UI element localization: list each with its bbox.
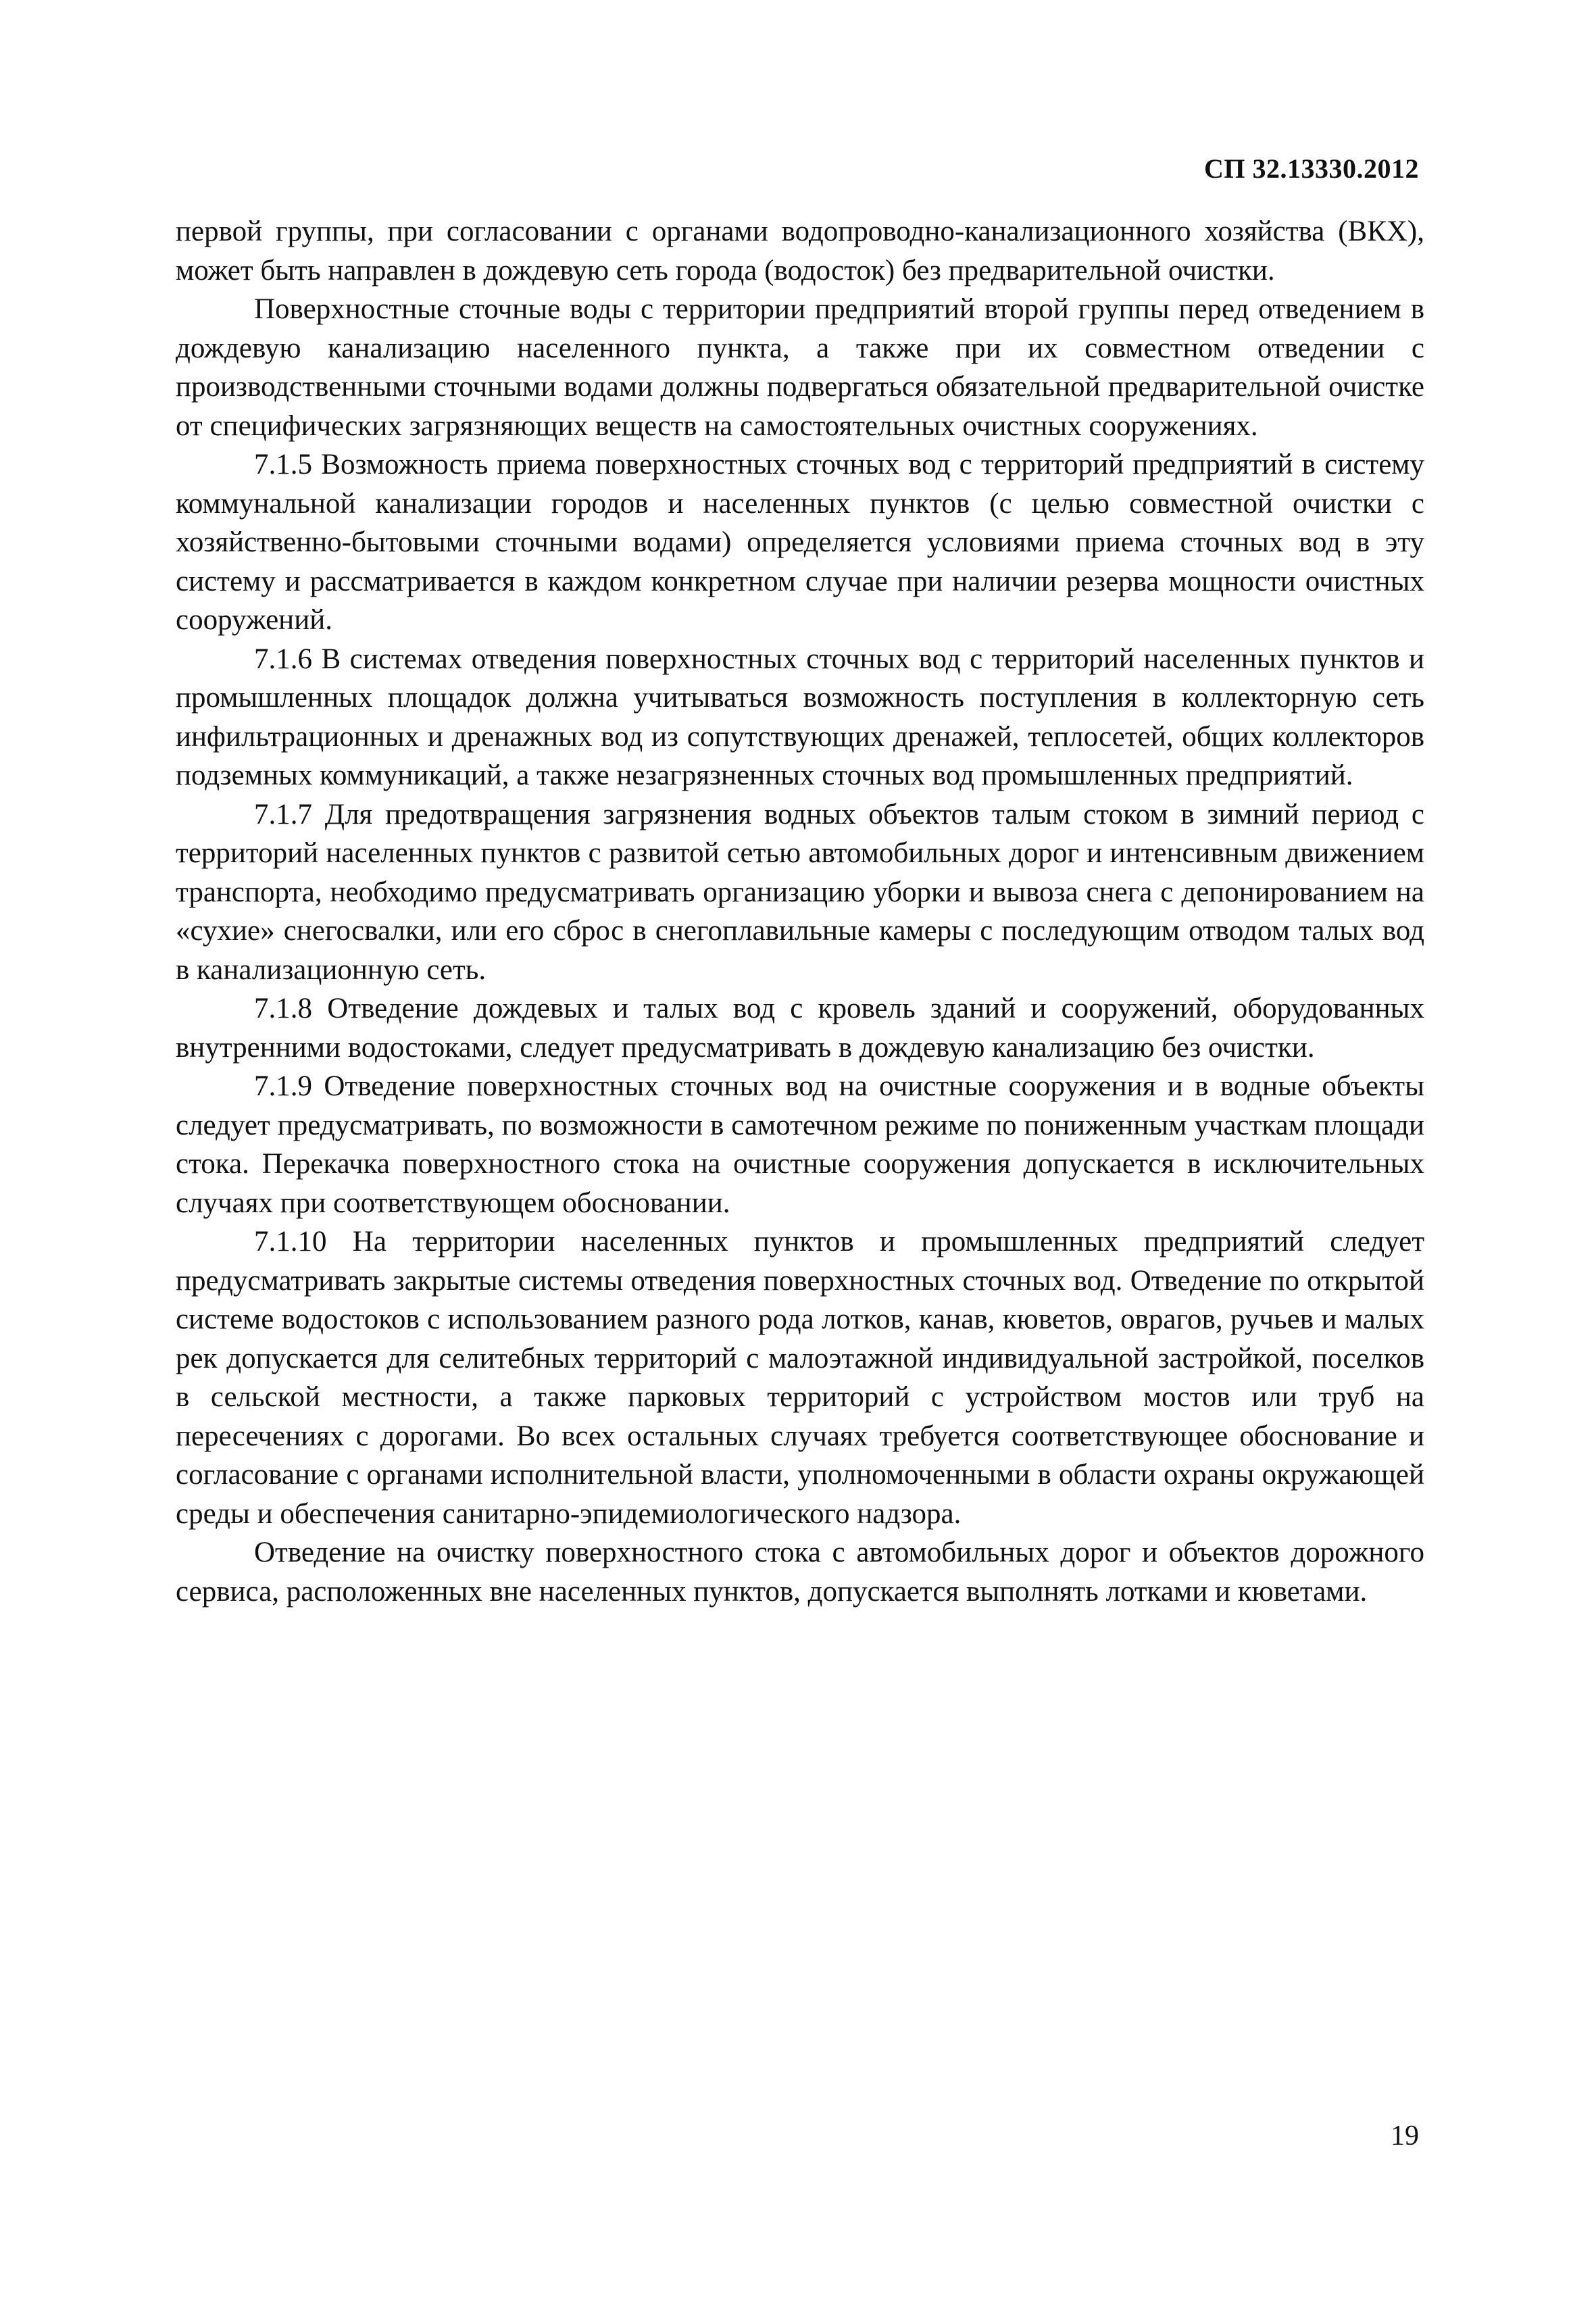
- paragraph-7-1-7: 7.1.7 Для предотвращения загрязнения водных объектов талым стоком в зимний период с территорий населенных пунктов с развитой сетью автомобильных дорог и интенсивным движением транспорта, необходимо предусматривать организацию уборки и вывоза снега с депонированием на «сухие» снегосвалки, или его сброс в снегоплавильные камеры с последующим отводом талых вод в канализационную сеть.: [176, 798, 1424, 986]
- paragraph-7-1-6: 7.1.6 В системах отведения поверхностных сточных вод с территорий населенных пунктов и промышленных площадок должна учитываться возможность поступления в коллекторную сеть инфильтрационных и дренажных вод из сопутствующих дренажей, теплосетей, общих коллекторов подземных коммуникаций, а также незагрязненных сточных вод промышленных предприятий.: [176, 643, 1424, 791]
- paragraph-second-group: Поверхностные сточные воды с территории предприятий второй группы перед отведением в дождевую канализацию населенного пункта, а также при их совместном отведении с производственными сточными водами должны подвергаться обязательной предварительной очистке от специфических загрязняющих веществ на самостоятельных очистных сооружениях.: [176, 293, 1424, 442]
- document-code: СП 32.13330.2012: [1204, 153, 1419, 184]
- document-body: [176, 212, 1424, 1611]
- paragraph-7-1-5: 7.1.5 Возможность приема поверхностных сточных вод с территорий предприятий в систему коммунальной канализации городов и населенных пунктов (с целью совместной очистки с хозяйственно-бытовыми сточными водами) определяется условиями приема сточных вод в эту систему и рассматривается в каждом конкретном случае при наличии резерва мощности очистных сооружений.: [176, 449, 1424, 636]
- paragraph-7-1-10: 7.1.10 На территории населенных пунктов и промышленных предприятий следует предусматривать закрытые системы отведения поверхностных сточных вод. Отведение по открытой системе водостоков с использованием разного рода лотков, канав, кюветов, оврагов, ручьев и малых рек допускается для селитебных территорий с малоэтажной индивидуальной застройкой, поселков в сельской местности, а также парковых территорий с устройством мостов или труб на пересечениях с дорогами. Во всех остальных случаях требуется соответствующее обоснование и согласование с органами исполнительной власти, уполномоченными в области охраны окружающей среды и обеспечения санитарно-эпидемиологического надзора.: [176, 1226, 1424, 1530]
- paragraph-roads: Отведение на очистку поверхностного стока с автомобильных дорог и объектов дорожного сервиса, расположенных вне населенных пунктов, допускается выполнять лотками и кюветами.: [176, 1537, 1424, 1608]
- paragraph-continuation: первой группы, при согласовании с органами водопроводно-канализационного хозяйства (ВКХ), может быть направлен в дождевую сеть города (водосток) без предварительной очистки.: [176, 216, 1424, 287]
- paragraph-7-1-8: 7.1.8 Отведение дождевых и талых вод с кровель зданий и сооружений, оборудованных внутренними водостоками, следует предусматривать в дождевую канализацию без очистки.: [176, 993, 1424, 1064]
- page-number: 19: [1391, 2120, 1419, 2151]
- paragraph-7-1-9: 7.1.9 Отведение поверхностных сточных вод на очистные сооружения и в водные объекты следует предусматривать, по возможности в самотечном режиме по пониженным участкам площади стока. Перекачка поверхностного стока на очистные сооружения допускается в исключительных случаях при соответствующем обосновании.: [176, 1070, 1424, 1219]
